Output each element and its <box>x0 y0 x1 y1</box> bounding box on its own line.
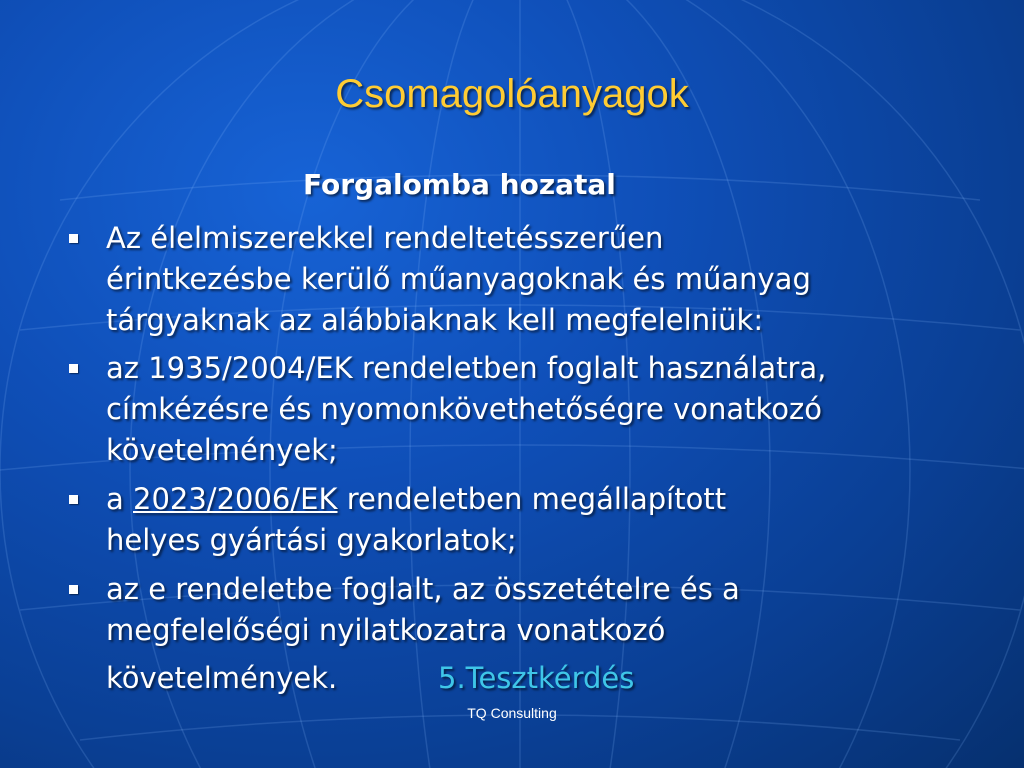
regulation-link[interactable]: 2023/2006/EK <box>133 482 338 516</box>
bullet-line: helyes gyártási gyakorlatok; <box>106 523 517 557</box>
quiz-link[interactable]: 5.Tesztkérdés <box>438 661 635 695</box>
bullet-square-icon <box>69 234 78 243</box>
slide-subtitle: Forgalomba hozatal <box>303 168 616 201</box>
bullet-text-suffix: rendeletben megállapított <box>337 482 727 516</box>
bullet-item-2 <box>106 348 826 471</box>
slide-title: Csomagolóanyagok <box>335 72 689 116</box>
bullet-line: követelmények; <box>106 433 338 467</box>
bullet-square-icon <box>69 364 78 373</box>
bullet-item-1 <box>106 218 811 341</box>
bullet-square-icon <box>69 495 78 504</box>
footer-text: TQ Consulting <box>467 705 557 721</box>
bullet-line: az e rendeletbe foglalt, az összetételre és a <box>106 572 740 606</box>
bullet-line: érintkezésbe kerülő műanyagoknak és műanyag <box>106 262 811 296</box>
bullet-line: címkézésre és nyomonkövethetőségre vonatkozó <box>106 392 823 426</box>
bullet-item-3 <box>106 479 726 561</box>
bullet-line: az 1935/2004/EK rendeletben foglalt használatra, <box>106 351 827 385</box>
bullet-square-icon <box>69 585 78 594</box>
bullet-item-4 <box>106 569 740 651</box>
bullet-line <box>106 479 726 520</box>
bullet-line: megfelelőségi nyilatkozatra vonatkozó <box>106 613 666 647</box>
bullet-line: tárgyaknak az alábbiaknak kell megfelelniük: <box>106 303 764 337</box>
bullet-line: Az élelmiszerekkel rendeltetésszerűen <box>106 221 664 255</box>
bullet-text-prefix: a <box>106 482 133 516</box>
closing-line: követelmények. <box>106 661 338 695</box>
